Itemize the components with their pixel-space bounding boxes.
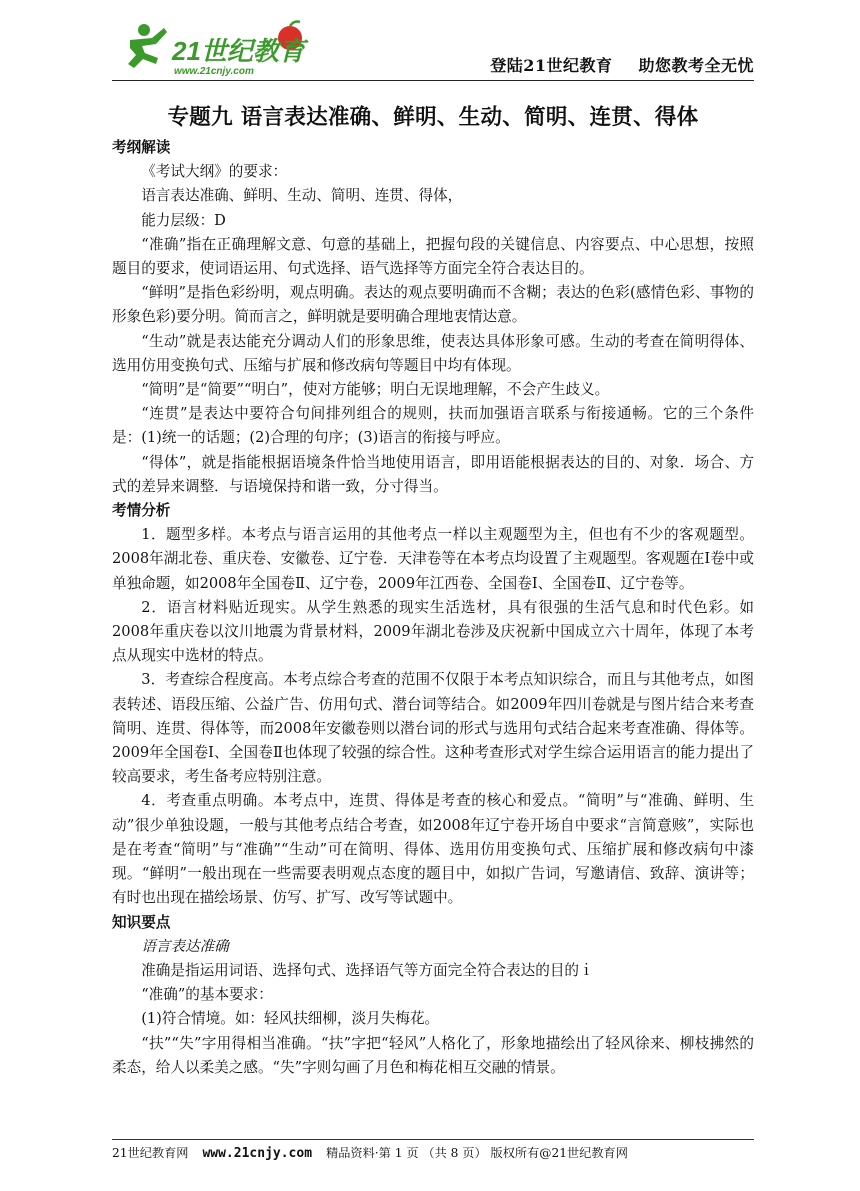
- paragraph: “准确”指在正确理解文意、句意的基础上，把握句段的关键信息、内容要点、中心思想，按照题目的要求，使词语运用、句式选择、语气选择等方面完全符合表达目的。: [112, 235, 754, 278]
- subsection-heading: 语言表达准确: [141, 937, 229, 955]
- paragraph: “生动”就是表达能充分调动人们的形象思维，使表达具体形象可感。生动的考查在简明得体、选用仿用变换句式、压缩与扩展和修改病句等题目中均有体现。: [112, 332, 754, 374]
- paragraph: 3．考查综合程度高。本考点综合考查的范围不仅限于本考点知识综合，而且与其他考点，如图表转述、语段压缩、公益广告、仿用句式、潜台词等结合。如2009年四川卷就是与图片结合来考查简明、连贯、得体等，而2008年安徽卷则以潜台词的形式与选用句式结合起来考查准确、得体等。2009年全国卷Ⅰ、全国卷Ⅱ也体现了较强的综合性。这种考查形式对学生综合运用语言的能力提出了较高要求，考生备考应特别注意。: [112, 671, 754, 786]
- paragraph: 能力层级：D: [141, 211, 226, 229]
- paragraph: 准确是指运用词语、选择句式、选择语气等方面完全符合表达的目的ｉ: [141, 961, 594, 979]
- logo-url: www.21cnjy.com: [174, 66, 254, 77]
- paragraph: “得体”，就是指能根据语境条件恰当地使用语言，即用语能根据表达的目的、对象．场合、方式的差异来调整．与语境保持和谐一致，分寸得当。: [112, 453, 754, 495]
- page-footer: [112, 1139, 754, 1161]
- paragraph: 《考试大纲》的要求：: [141, 163, 288, 181]
- slogan-login: 登陆21世纪教育: [490, 56, 613, 75]
- paragraph: 1．题型多样。本考点与语言运用的其他考点一样以主观题型为主，但也有不少的客观题型。2008年湖北卷、重庆卷、安徽卷、辽宁卷．天津卷等在本考点均设置了主观题型。客观题在Ⅰ卷中或单独命题，如2008年全国卷Ⅱ、辽宁卷，2009年江西卷、全国卷Ⅰ、全国卷Ⅱ、辽宁卷等。: [112, 526, 754, 592]
- paragraph: “简明”是“简要”“明白”，使对方能够；明白无误地理解，不会产生歧义。: [141, 381, 610, 399]
- section-heading: 考情分析: [112, 502, 171, 520]
- section-heading: 知识要点: [112, 913, 171, 931]
- paragraph: “连贯”是表达中要符合句间排列组合的规则，扶而加强语言联系与衔接通畅。它的三个条件是：(1)统一的话题；(2)合理的句序；(3)语言的衔接与呼应。: [112, 405, 754, 447]
- footer-url[interactable]: www.21cnjy.com: [202, 1146, 313, 1161]
- slogan-help: 助您教考全无忧: [638, 56, 754, 75]
- page-header: [112, 18, 754, 81]
- footer-site-name: 21世纪教育网: [112, 1146, 189, 1160]
- logo-text: 21世纪教育: [172, 36, 305, 66]
- runner-icon: [128, 24, 167, 68]
- header-slogan: [464, 53, 754, 76]
- page-title: 专题九 语言表达准确、鲜明、生动、简明、连贯、得体: [167, 105, 699, 130]
- paragraph: “鲜明”是指色彩纷明，观点明确。表达的观点要明确而不含糊；表达的色彩(感情色彩、事物的形象色彩)要分明。简而言之，鲜明就是要明确合理地衷情达意。: [112, 284, 754, 326]
- paragraph: (1)符合情境。如：轻风扶细柳，淡月失梅花。: [141, 1010, 440, 1028]
- paragraph: “扶”“失”字用得相当准确。“扶”字把“轻风”人格化了，形象地描绘出了轻风徐来、柳枝拂然的柔态，给人以柔美之感。“失”字则勾画了月色和梅花相互交融的情景。: [112, 1034, 754, 1076]
- paragraph: 语言表达准确、鲜明、生动、简明、连贯、得体，: [141, 187, 463, 205]
- paragraph: “准确”的基本要求：: [141, 986, 273, 1004]
- footer-page-info: 精品资料·第 1 页 （共 8 页） 版权所有@21世纪教育网: [326, 1146, 628, 1160]
- site-logo: [112, 18, 312, 78]
- paragraph: 2．语言材料贴近现实。从学生熟悉的现实生活选材，具有很强的生活气息和时代色彩。如2008年重庆卷以汶川地震为背景材料，2009年湖北卷涉及庆祝新中国成立六十周年，体现了本考点从现实中选材的特点。: [112, 598, 754, 665]
- paragraph: 4．考查重点明确。本考点中，连贯、得体是考查的核心和爱点。“简明”与“准确、鲜明、生动”很少单独设题，一般与其他考点结合考查，如2008年辽宁卷开场自中要求“言简意赅”，实际也是在考查“简明”与“准确”“生动”可在简明、得体、选用仿用变换句式、压缩扩展和修改病句中漆现。“鲜明”一般出现在一些需要表明观点态度的题目中，如拟广告词，写邀请信、致辞、演讲等；有时也出现在描绘场景、仿写、扩写、改写等试题中。: [112, 792, 754, 907]
- document-body: [112, 136, 754, 1080]
- section-heading: 考纲解读: [112, 139, 171, 156]
